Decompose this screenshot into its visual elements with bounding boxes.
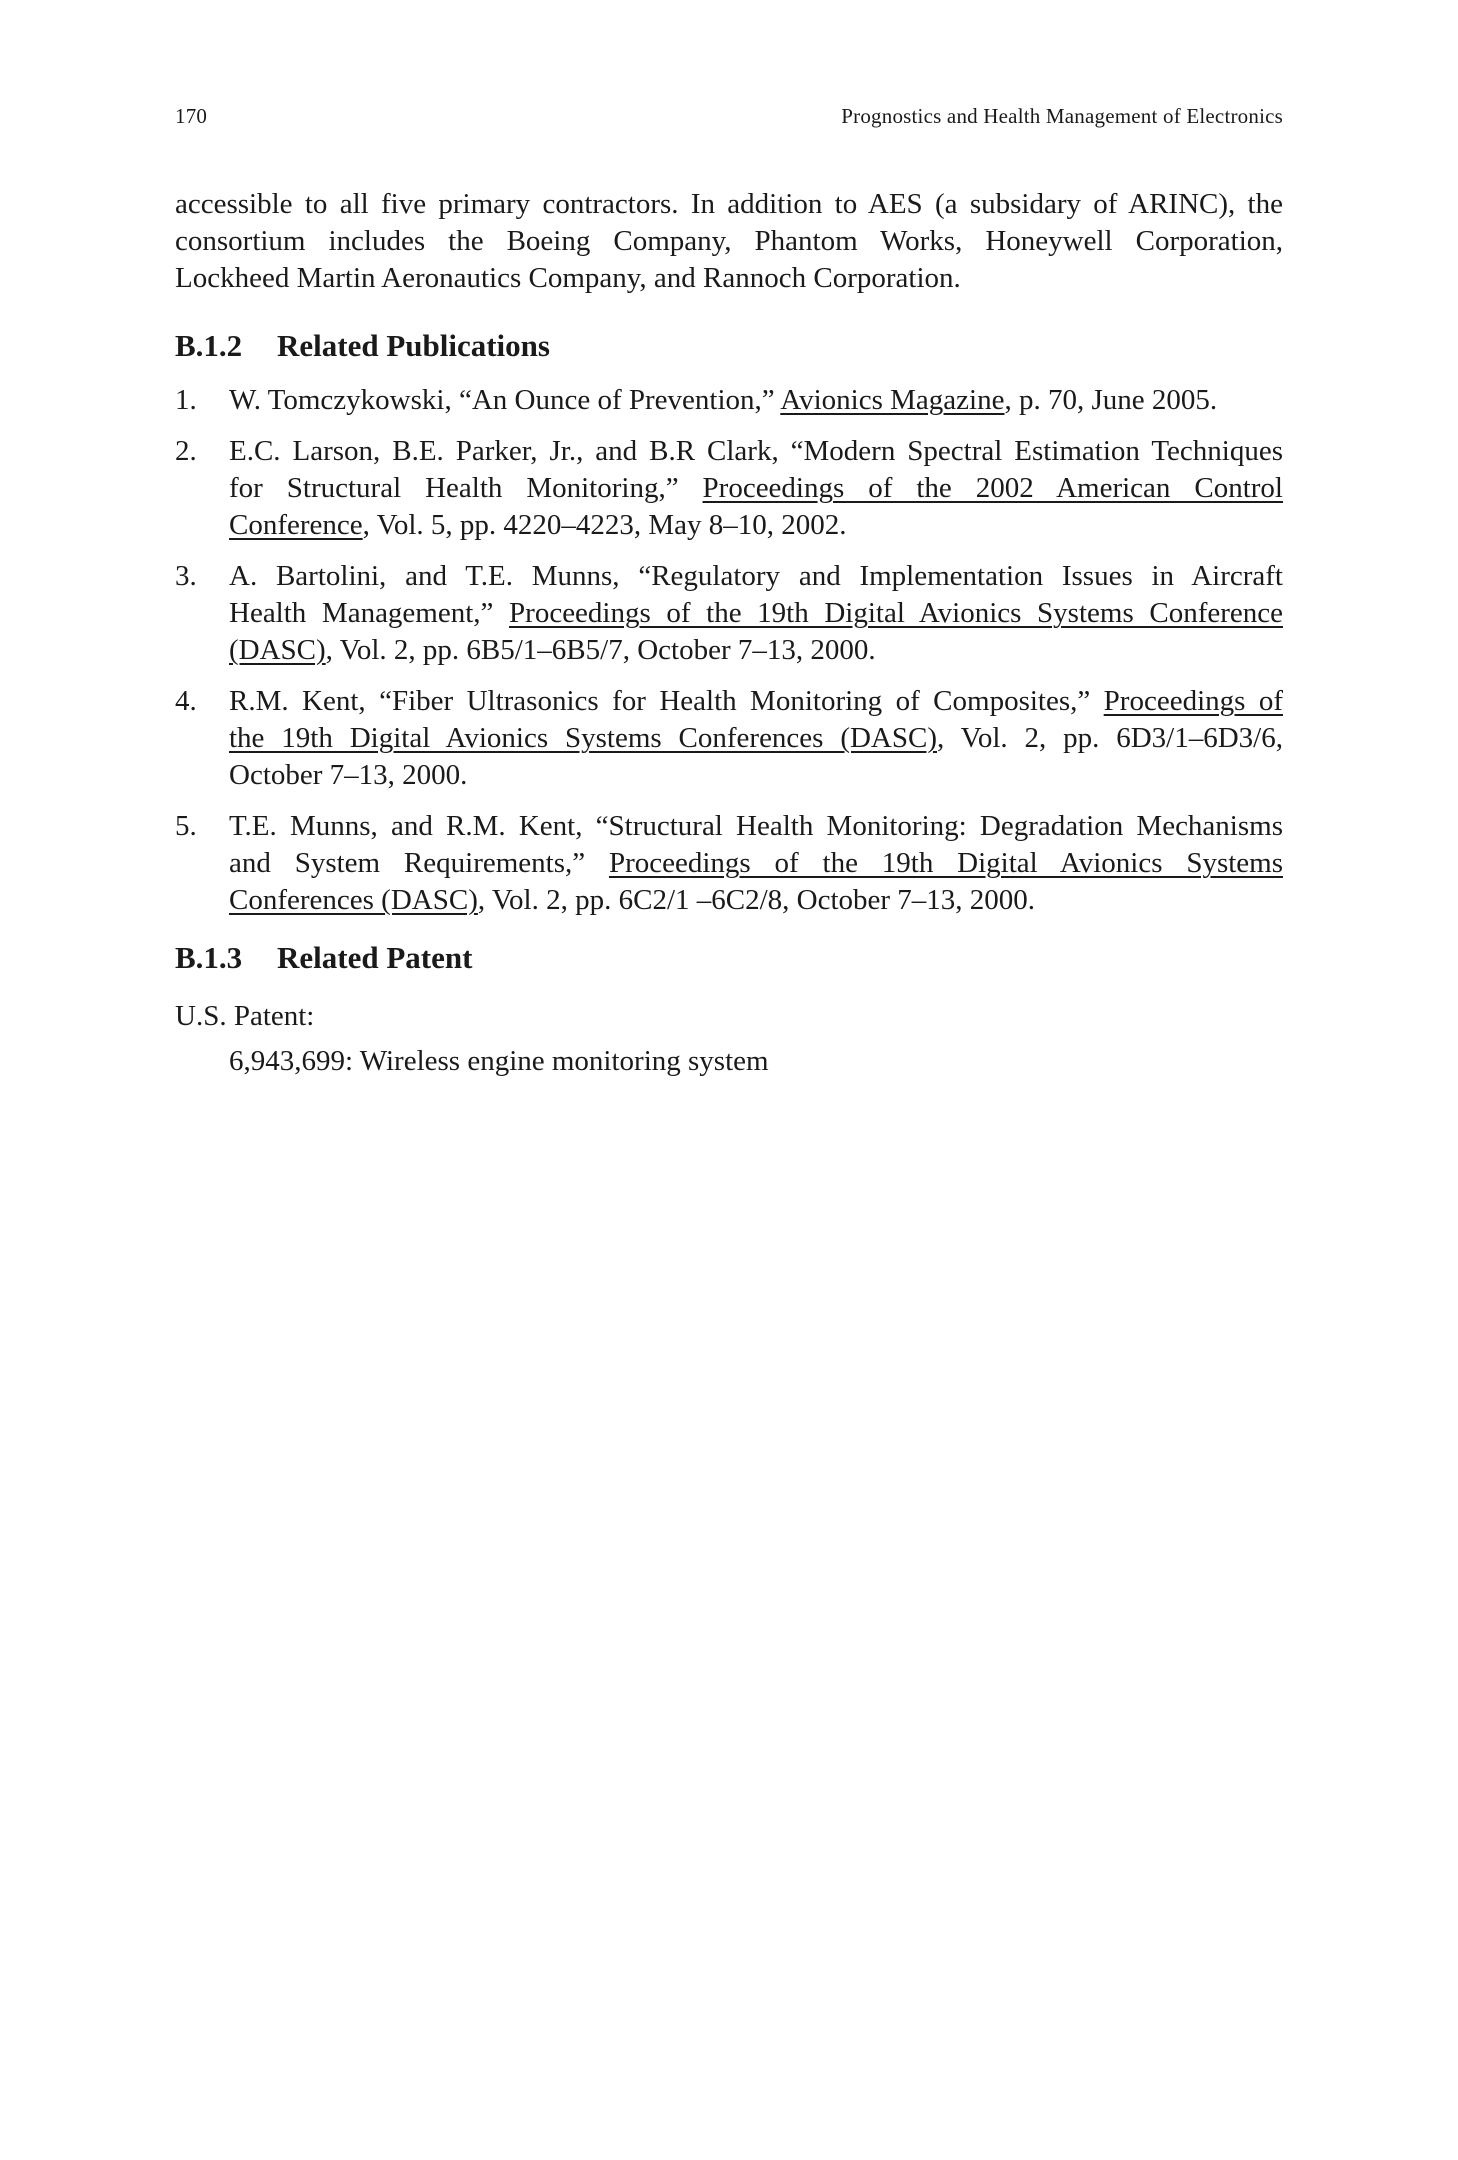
reference-source-title: Proceedings of xyxy=(1103,685,1283,717)
reference-source-title: Conference xyxy=(229,509,363,541)
reference-text: and System Requirements,” xyxy=(229,847,609,879)
reference-number: 4. xyxy=(175,685,197,717)
reference-source-title: (DASC) xyxy=(229,634,326,666)
reference-number: 5. xyxy=(175,810,197,842)
reference-number: 1. xyxy=(175,384,197,416)
reference-source-title: Proceedings of the 19th Digital Avionics Systems Conference xyxy=(509,597,1283,629)
reference-text: R.M. Kent, “Fiber Ultrasonics for Health Monitoring of Composites,” xyxy=(229,685,1104,717)
reference-line xyxy=(229,683,1283,720)
reference-line xyxy=(229,558,1283,595)
reference-number: 2. xyxy=(175,435,197,467)
reference-source-title: Avionics Magazine xyxy=(780,384,1005,416)
reference-line xyxy=(229,595,1283,632)
section-heading-publications xyxy=(175,328,550,364)
section-title: Related Patent xyxy=(277,940,473,975)
reference-text: E.C. Larson, B.E. Parker, Jr., and B.R Clark, “Modern Spectral Estimation Techniques xyxy=(229,435,1283,467)
reference-line xyxy=(229,845,1283,882)
intro-paragraph xyxy=(175,186,1283,297)
reference-line xyxy=(229,720,1283,757)
reference-text: October 7–13, 2000. xyxy=(229,759,468,791)
reference-list xyxy=(175,382,1283,919)
reference-item xyxy=(175,382,1283,419)
reference-line xyxy=(229,808,1283,845)
reference-text: A. Bartolini, and T.E. Munns, “Regulatory and Implementation Issues in Aircraft xyxy=(229,560,1283,592)
reference-text: , Vol. 5, pp. 4220–4223, May 8–10, 2002. xyxy=(362,509,847,541)
reference-source-title: Proceedings of the 2002 American Control xyxy=(702,472,1283,504)
intro-line: Lockheed Martin Aeronautics Company, and Rannoch Corporation. xyxy=(175,262,961,294)
patent-entry: 6,943,699: Wireless engine monitoring system xyxy=(229,1045,769,1077)
reference-text: , p. 70, June 2005. xyxy=(1004,384,1218,416)
reference-item xyxy=(175,433,1283,544)
reference-number: 3. xyxy=(175,560,197,592)
patent-label: U.S. Patent: xyxy=(175,1000,315,1032)
reference-text: W. Tomczykowski, “An Ounce of Prevention,” xyxy=(229,384,781,416)
intro-line: consortium includes the Boeing Company, Phantom Works, Honeywell Corporation, xyxy=(175,225,1283,257)
reference-line xyxy=(229,757,1283,794)
reference-item xyxy=(175,808,1283,919)
reference-text: T.E. Munns, and R.M. Kent, “Structural Health Monitoring: Degradation Mechanisms xyxy=(229,810,1283,842)
reference-line xyxy=(229,882,1283,919)
reference-text: , Vol. 2, pp. 6D3/1–6D3/6, xyxy=(937,722,1283,754)
reference-line xyxy=(229,470,1283,507)
reference-line xyxy=(229,632,1283,669)
reference-text: for Structural Health Monitoring,” xyxy=(229,472,703,504)
section-title: Related Publications xyxy=(277,328,550,363)
reference-line xyxy=(229,382,1283,419)
section-heading-patent xyxy=(175,940,472,976)
intro-line: accessible to all five primary contractors. In addition to AES (a subsidary of ARINC), the xyxy=(175,188,1283,220)
reference-text: , Vol. 2, pp. 6B5/1–6B5/7, October 7–13, 2000. xyxy=(325,634,876,666)
reference-text: , Vol. 2, pp. 6C2/1 –6C2/8, October 7–13, 2000. xyxy=(477,884,1036,916)
reference-item xyxy=(175,558,1283,669)
section-number: B.1.3 xyxy=(175,940,243,975)
section-number: B.1.2 xyxy=(175,328,243,363)
reference-text: Health Management,” xyxy=(229,597,510,629)
reference-item xyxy=(175,683,1283,794)
page-number: 170 xyxy=(175,104,208,128)
reference-source-title: Proceedings of the 19th Digital Avionics Systems xyxy=(608,847,1283,879)
reference-source-title: Conferences (DASC) xyxy=(229,884,478,916)
reference-source-title: the 19th Digital Avionics Systems Conferences (DASC) xyxy=(229,722,938,754)
reference-line xyxy=(229,507,1283,544)
reference-line xyxy=(229,433,1283,470)
running-title: Prognostics and Health Management of Electronics xyxy=(841,104,1283,128)
